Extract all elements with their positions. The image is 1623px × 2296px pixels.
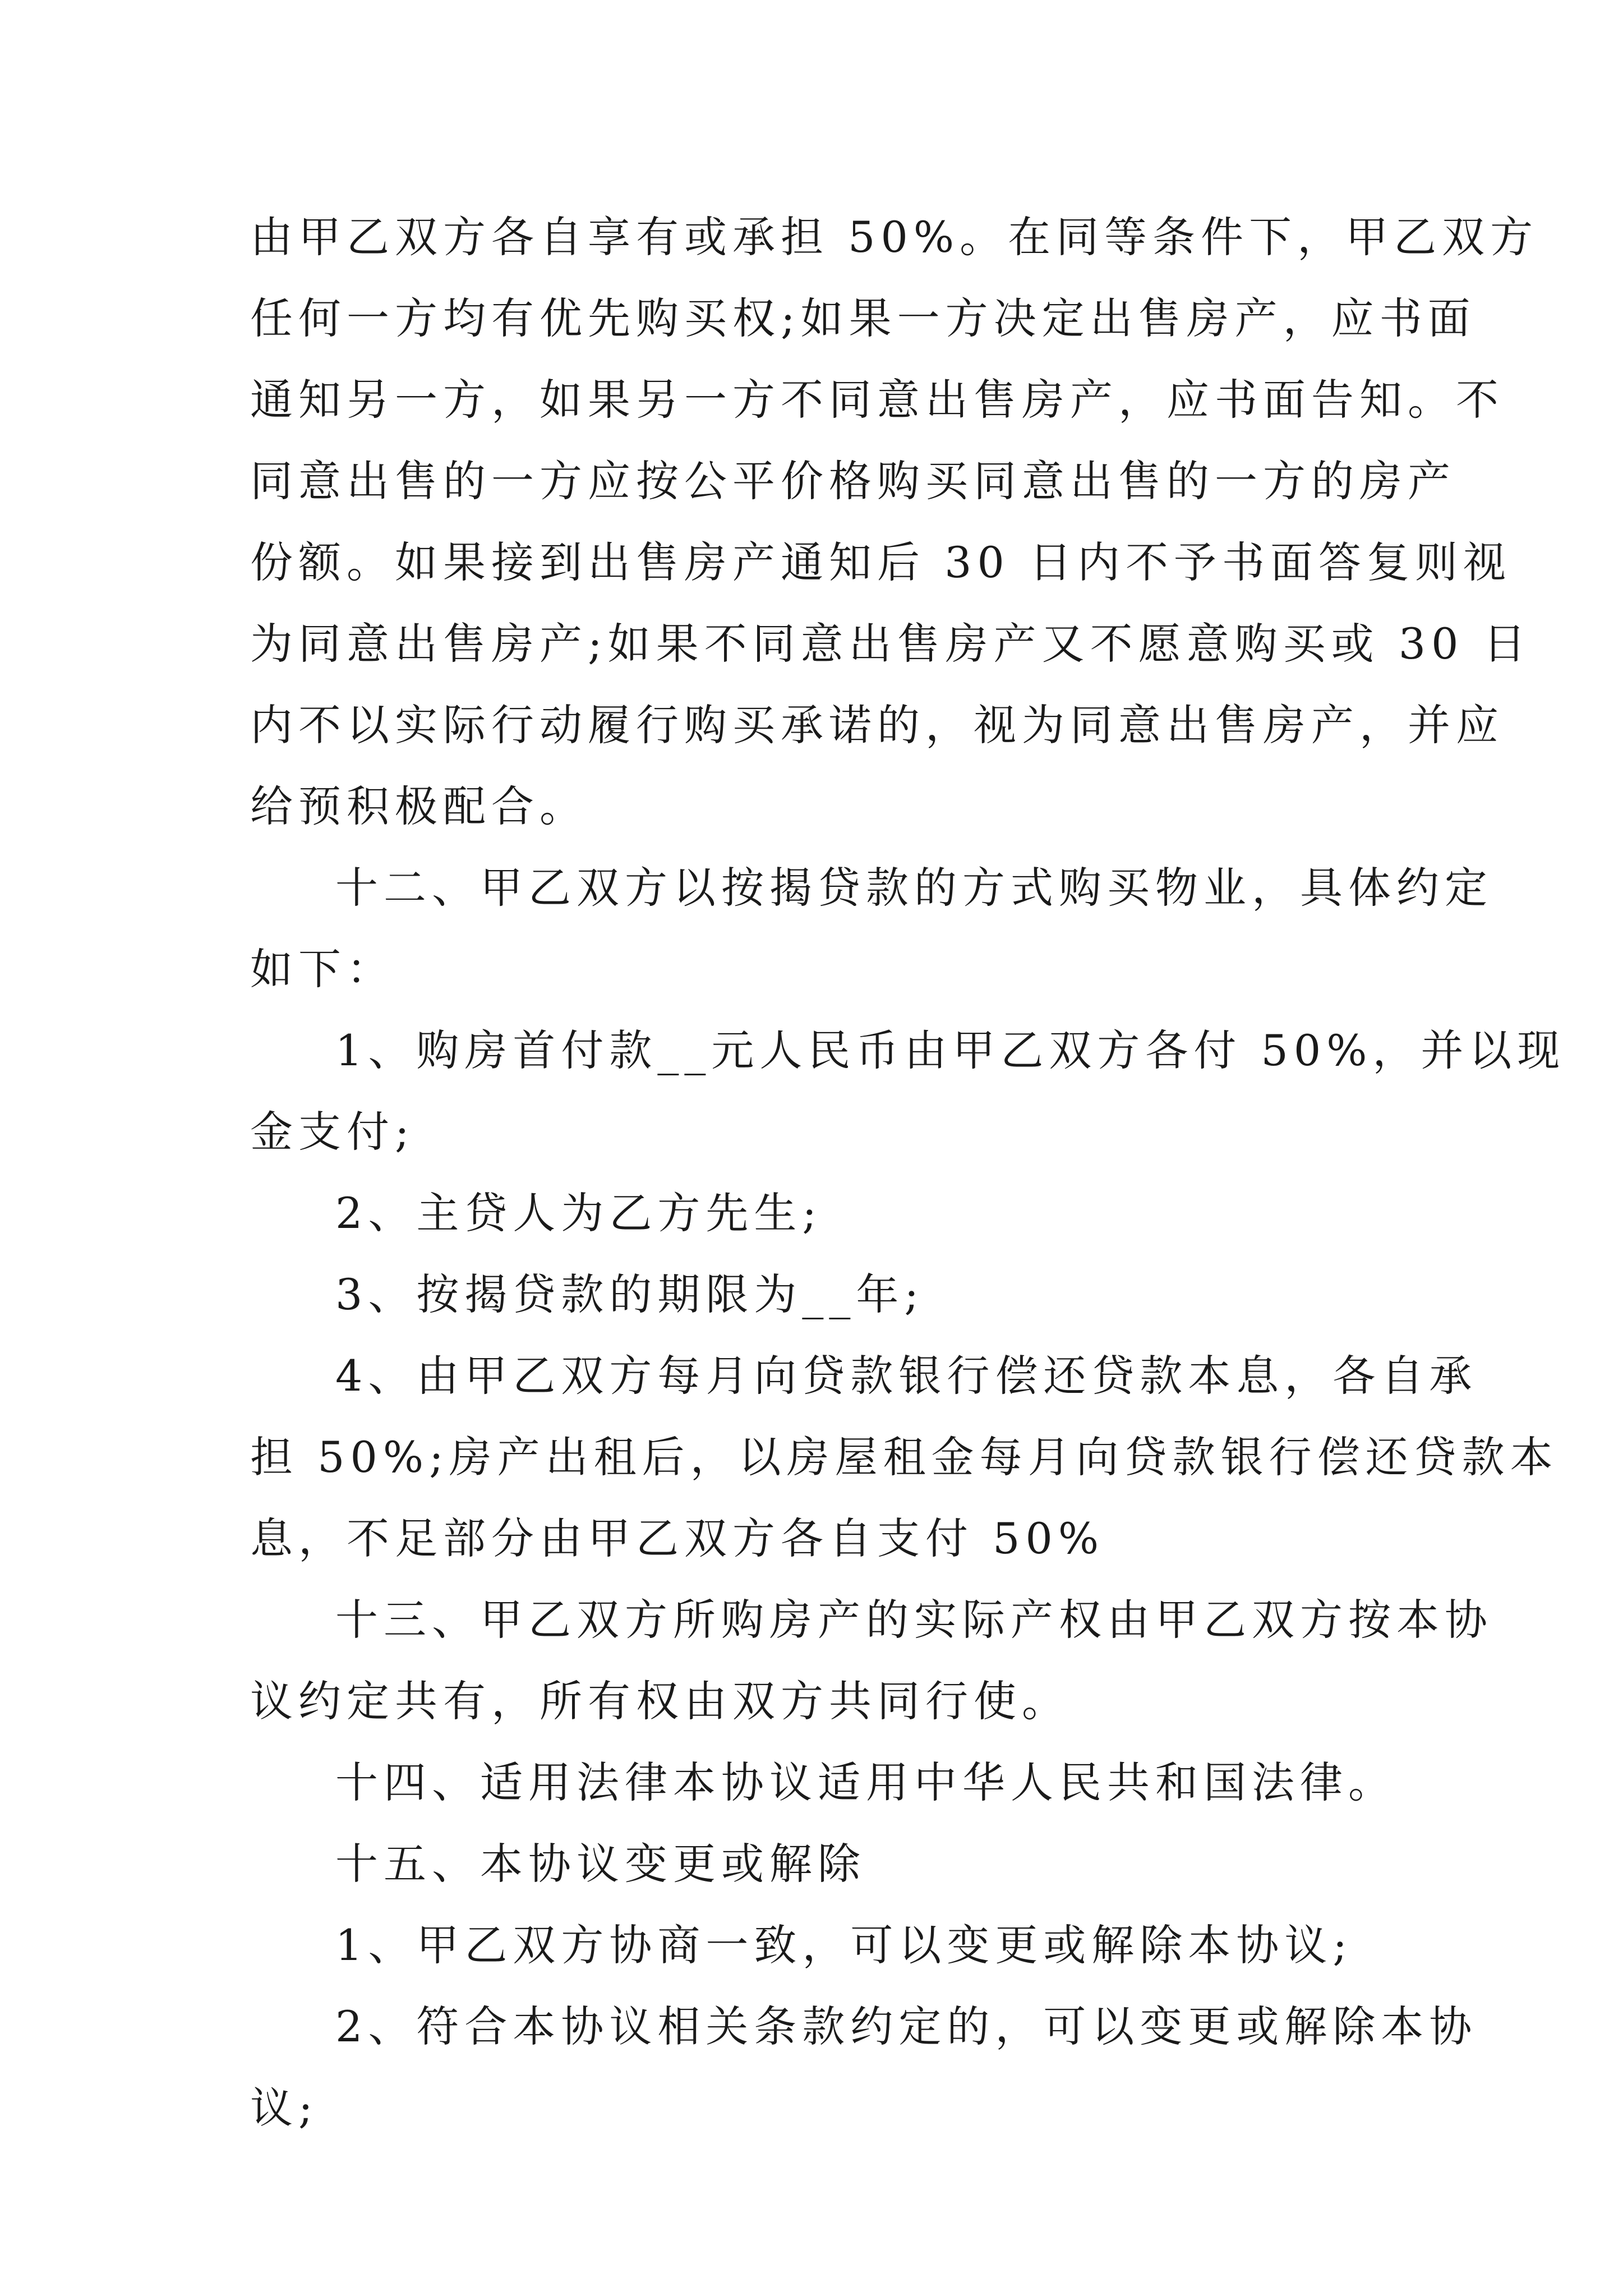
text-line: 任何一方均有优先购买权;如果一方决定出售房产，应书面 — [250, 293, 1476, 343]
text-line: 议; — [250, 2083, 319, 2133]
text-line: 息，不足部分由甲乙双方各自支付 50% — [250, 1513, 1105, 1563]
text-line: 十二、甲乙双方以按揭贷款的方式购买物业，具体约定 — [335, 863, 1493, 913]
document-body — [250, 196, 1566, 2148]
text-line: 2、符合本协议相关条款约定的，可以变更或解除本协 — [335, 2001, 1478, 2051]
text-line: 通知另一方，如果另一方不同意出售房产，应书面告知。不 — [250, 375, 1504, 425]
text-line: 担 50%;房产出租后，以房屋租金每月向贷款银行偿还贷款本 — [250, 1432, 1559, 1482]
text-line: 议约定共有，所有权由双方共同行使。 — [250, 1676, 1070, 1726]
text-line: 2、主贷人为乙方先生; — [335, 1188, 822, 1238]
text-line: 十四、适用法律本协议适用中华人民共和国法律。 — [335, 1757, 1396, 1807]
text-line: 给预积极配合。 — [250, 781, 588, 831]
text-line: 同意出售的一方应按公平价格购买同意出售的一方的房产 — [250, 456, 1456, 506]
text-line: 十五、本协议变更或解除 — [335, 1839, 866, 1889]
text-line: 金支付; — [250, 1107, 415, 1157]
text-line: 1、甲乙双方协商一致，可以变更或解除本协议; — [335, 1920, 1353, 1970]
text-line: 4、由甲乙双方每月向贷款银行偿还贷款本息，各自承 — [335, 1351, 1478, 1401]
text-line: 内不以实际行动履行购买承诺的，视为同意出售房产，并应 — [250, 700, 1504, 750]
text-line: 十三、甲乙双方所购房产的实际产权由甲乙双方按本协 — [335, 1595, 1493, 1645]
text-line: 为同意出售房产;如果不同意出售房产又不愿意购买或 30 日 — [250, 619, 1532, 669]
text-line: 如下： — [250, 944, 395, 994]
text-line: 3、按揭贷款的期限为__年; — [335, 1269, 924, 1319]
text-line: 份额。如果接到出售房产通知后 30 日内不予书面答复则视 — [250, 537, 1512, 587]
text-line: 由甲乙双方各自享有或承担 50%。在同等条件下，甲乙双方 — [250, 212, 1539, 262]
text-line: 1、购房首付款__元人民币由甲乙双方各付 50%，并以现 — [335, 1025, 1566, 1075]
